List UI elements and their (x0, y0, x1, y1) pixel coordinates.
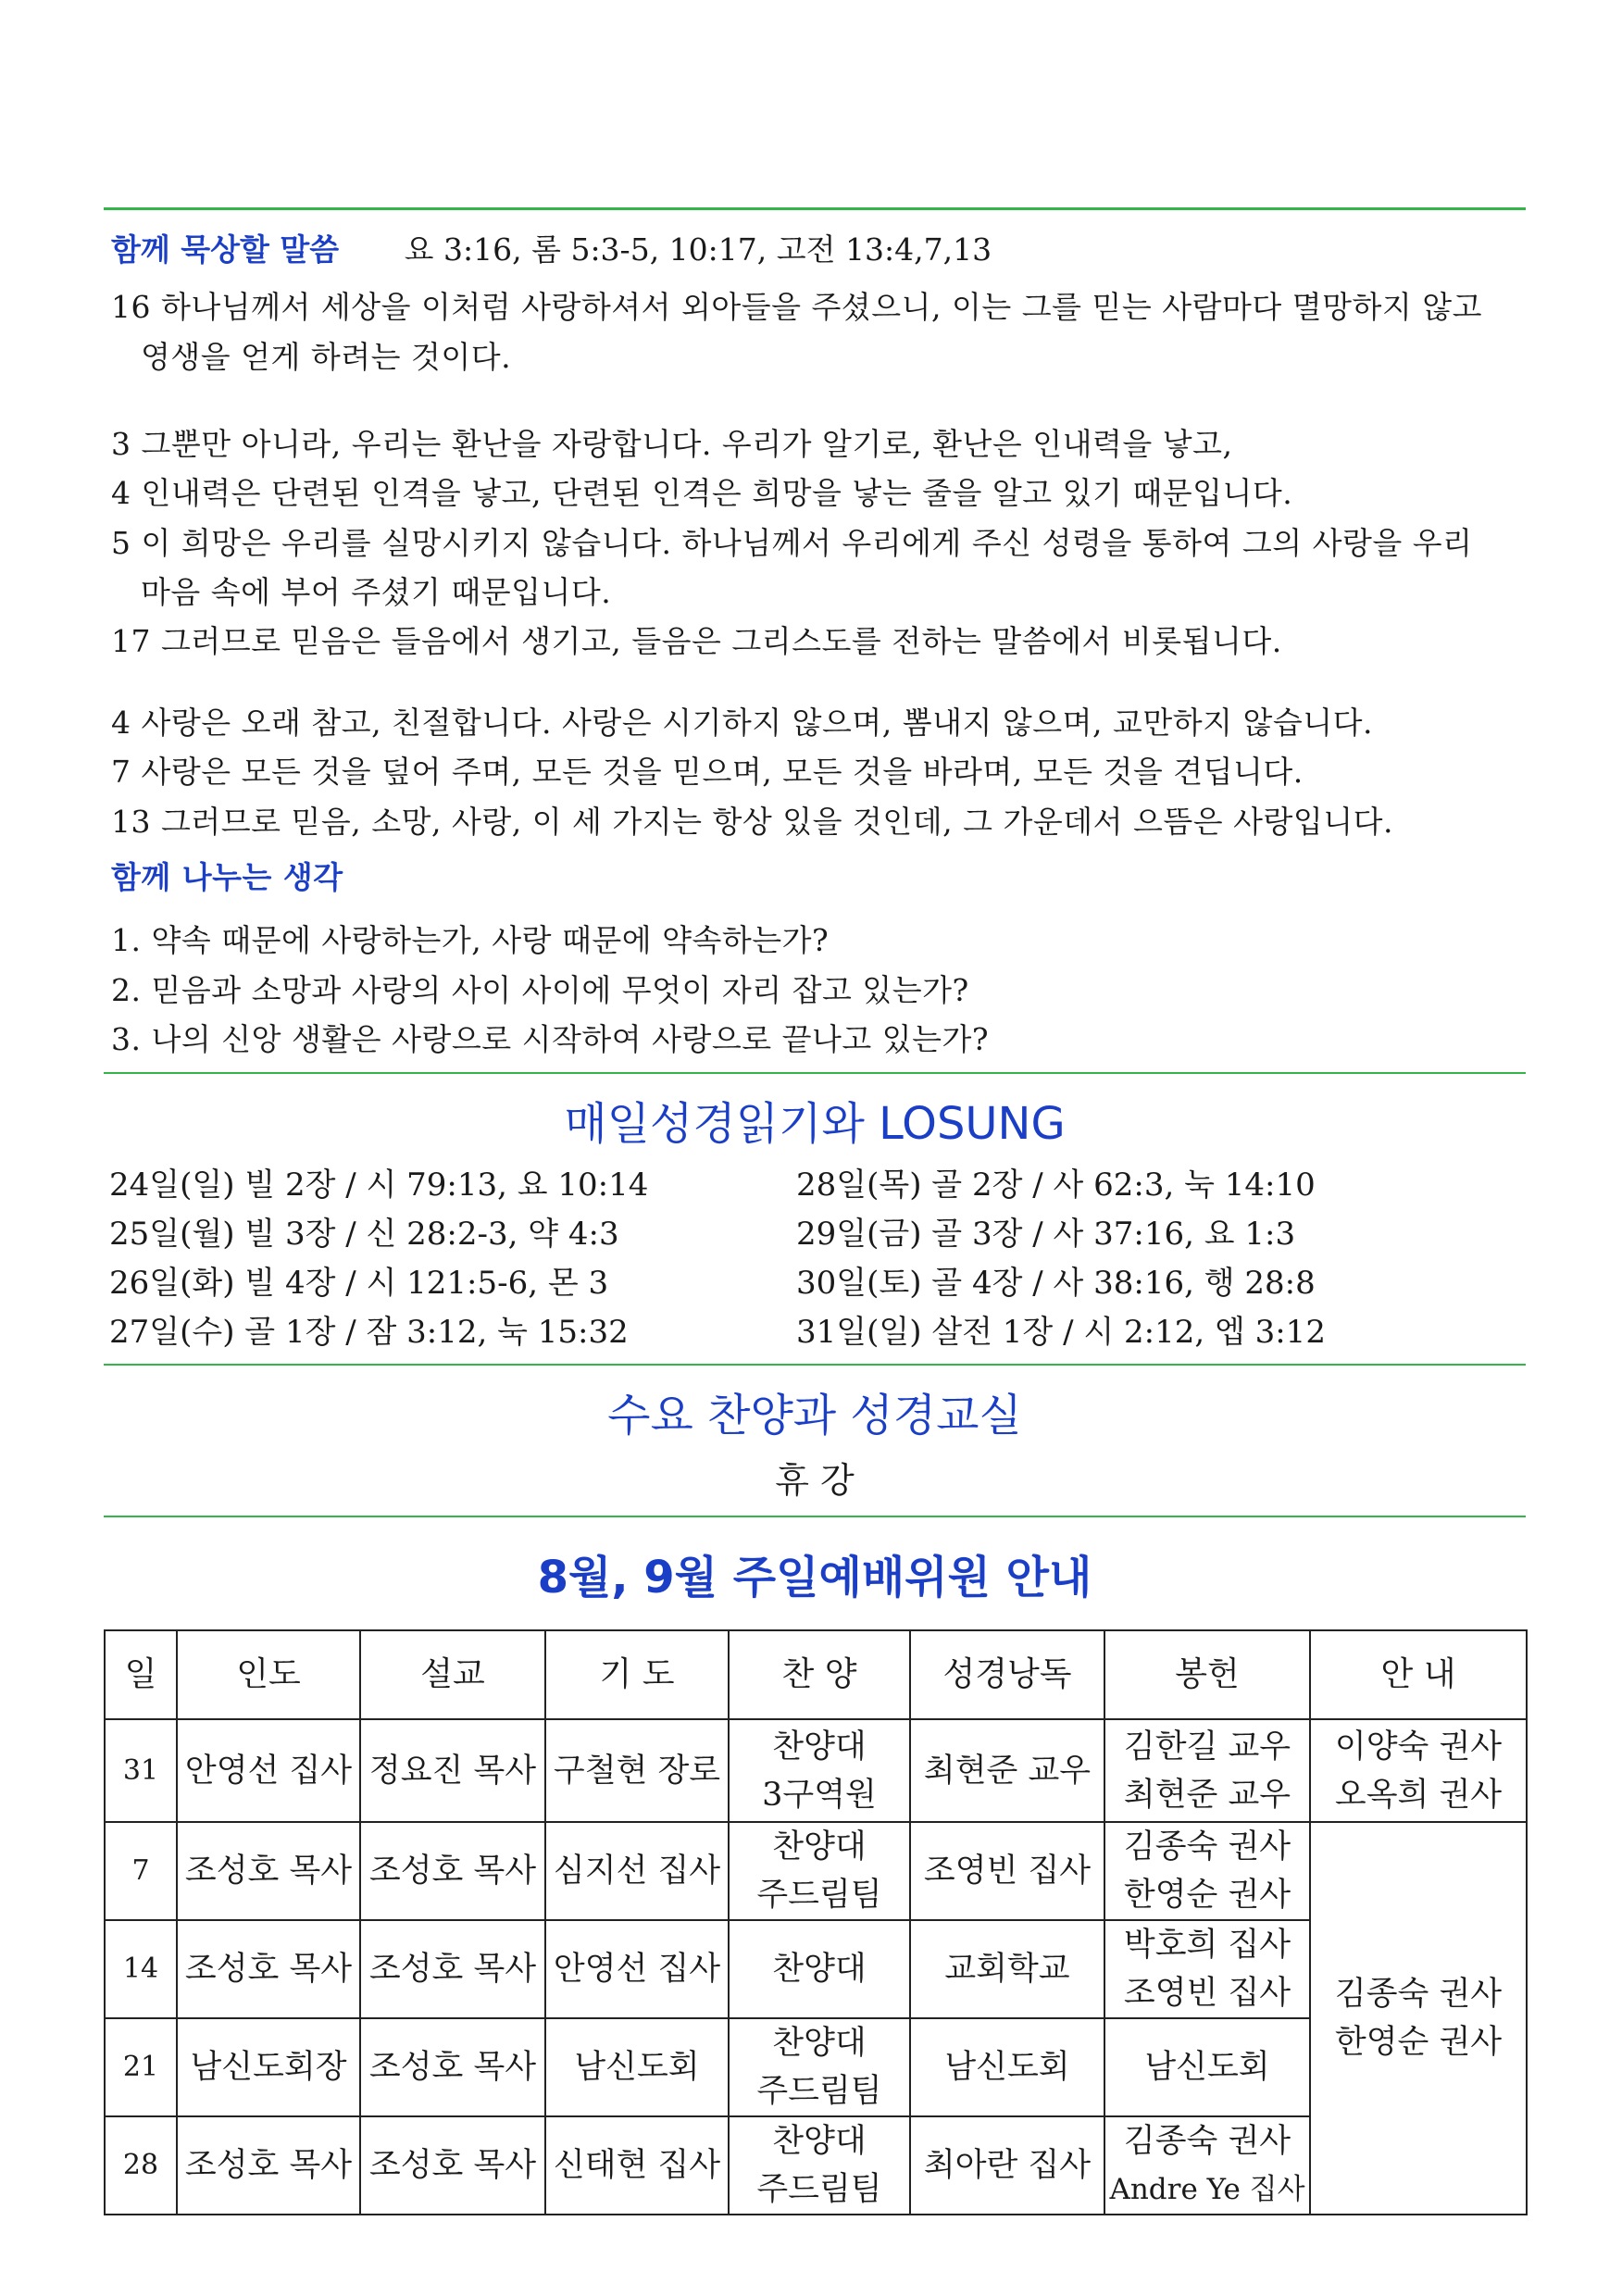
wednesday-status: 휴 강 (775, 1460, 855, 1501)
reading-item: 24일(일) 빌 2장 / 시 79:13, 요 10:14 (109, 1167, 649, 1204)
usher-line: 김종숙 권사 (1334, 1976, 1503, 2013)
reading-item: 27일(수) 골 1장 / 잠 3:12, 눅 15:32 (109, 1314, 629, 1351)
sermon-cell: 조성호 목사 (360, 2018, 545, 2116)
thought-item: 2. 믿음과 소망과 사랑의 사이 사이에 무엇이 자리 잡고 있는가? (111, 972, 969, 1008)
prayer-cell: 남신도회 (545, 2018, 729, 2116)
reading-cell: 조영빈 집사 (910, 1822, 1104, 1920)
praise-line: 찬양대 (772, 2123, 867, 2160)
divider (104, 1364, 1526, 1366)
reading-item: 25일(월) 빌 3장 / 신 28:2-3, 약 4:3 (109, 1216, 619, 1253)
day-cell: 14 (105, 1920, 177, 2018)
header-cell: 일 (105, 1630, 177, 1719)
reading-item: 28일(목) 골 2장 / 사 62:3, 눅 14:10 (796, 1167, 1316, 1204)
header-cell: 설교 (360, 1630, 545, 1719)
header-cell: 성경낭독 (910, 1630, 1104, 1719)
usher-line: 이양숙 권사 (1334, 1728, 1503, 1766)
day-cell: 31 (105, 1719, 177, 1822)
offering-line: 최현준 교우 (1123, 1776, 1291, 1814)
offering-line: 한영순 권사 (1123, 1877, 1291, 1914)
verse-line: 3 그뿐만 아니라, 우리는 환난을 자랑합니다. 우리가 알기로, 환난은 인내력을 낳고, (111, 426, 1233, 462)
praise-cell (729, 1822, 910, 1920)
reading-cell: 최아란 집사 (910, 2116, 1104, 2215)
reading-item: 31일(일) 살전 1장 / 시 2:12, 엡 3:12 (796, 1314, 1326, 1351)
table-row (105, 1719, 1527, 1822)
lead-cell: 남신도회장 (177, 2018, 360, 2116)
header-cell: 인도 (177, 1630, 360, 1719)
verse-line: 4 사랑은 오래 참고, 친절합니다. 사랑은 시기하지 않으며, 뽐내지 않으며, 교만하지 않습니다. (111, 705, 1373, 741)
praise-line: 찬양대 (772, 1951, 867, 1988)
offering-line: 김종숙 권사 (1123, 1828, 1291, 1866)
offering-line: 김종숙 권사 (1123, 2123, 1291, 2160)
offering-cell (1104, 1719, 1310, 1822)
offering-cell (1104, 2116, 1310, 2215)
table-header-row (105, 1630, 1527, 1719)
header-cell: 안 내 (1310, 1630, 1527, 1719)
offering-line: 남신도회 (1144, 2049, 1270, 2086)
reading-item: 30일(토) 골 4장 / 사 38:16, 행 28:8 (796, 1265, 1316, 1302)
lead-cell: 안영선 집사 (177, 1719, 360, 1822)
daily-title: 매일성경읽기와 LOSUNG (564, 1098, 1066, 1150)
meditation-heading (111, 226, 992, 269)
usher-line: 한영순 권사 (1334, 2024, 1503, 2061)
sermon-cell: 조성호 목사 (360, 1822, 545, 1920)
verse-line: 영생을 얻게 하려는 것이다. (141, 339, 512, 375)
wednesday-title: 수요 찬양과 성경교실 (607, 1390, 1022, 1441)
lead-cell: 조성호 목사 (177, 2116, 360, 2215)
verse-line: 16 하나님께서 세상을 이처럼 사랑하셔서 외아들을 주셨으니, 이는 그를 믿는 사람마다 멸망하지 않고 (111, 289, 1482, 325)
praise-line: 주드림팀 (756, 1877, 882, 1914)
meditation-refs: 요 3:16, 롬 5:3-5, 10:17, 고전 13:4,7,13 (404, 231, 992, 268)
service-table (104, 1629, 1528, 2215)
reading-cell: 남신도회 (910, 2018, 1104, 2116)
reading-item: 26일(화) 빌 4장 / 시 121:5-6, 몬 3 (109, 1265, 609, 1302)
meditation-title: 함께 묵상할 말씀 (111, 231, 340, 268)
praise-line: 주드림팀 (756, 2171, 882, 2208)
day-cell: 28 (105, 2116, 177, 2215)
day-cell: 7 (105, 1822, 177, 1920)
divider (104, 1072, 1526, 1074)
praise-line: 3구역원 (762, 1776, 877, 1814)
service-title: 8월, 9월 주일예배위원 안내 (537, 1552, 1092, 1603)
reading-cell: 최현준 교우 (910, 1719, 1104, 1822)
header-cell: 기 도 (545, 1630, 729, 1719)
prayer-cell: 안영선 집사 (545, 1920, 729, 2018)
praise-line: 주드림팀 (756, 2073, 882, 2110)
praise-line: 찬양대 (772, 2025, 867, 2062)
praise-cell (729, 1719, 910, 1822)
verse-line: 4 인내력은 단련된 인격을 낳고, 단련된 인격은 희망을 낳는 줄을 알고 있기 때문입니다. (111, 475, 1293, 511)
usher-cell (1310, 1719, 1527, 1822)
sermon-cell: 정요진 목사 (360, 1719, 545, 1822)
praise-cell (729, 2018, 910, 2116)
verse-line: 7 사랑은 모든 것을 덮어 주며, 모든 것을 믿으며, 모든 것을 바라며, 모든 것을 견딥니다. (111, 754, 1304, 790)
day-cell: 21 (105, 2018, 177, 2116)
usher-line: 오옥희 권사 (1334, 1776, 1503, 1814)
usher-merged-cell (1310, 1822, 1527, 2215)
praise-cell (729, 2116, 910, 2215)
offering-line: 박호희 집사 (1123, 1927, 1291, 1964)
praise-line: 찬양대 (772, 1728, 867, 1766)
thoughts-heading: 함께 나누는 생각 (111, 859, 343, 895)
offering-line: Andre Ye 집사 (1109, 2173, 1305, 2206)
verse-line: 13 그러므로 믿음, 소망, 사랑, 이 세 가지는 항상 있을 것인데, 그 가운데서 으뜸은 사랑입니다. (111, 804, 1394, 840)
offering-cell (1104, 1822, 1310, 1920)
thought-item: 1. 약속 때문에 사랑하는가, 사랑 때문에 약속하는가? (111, 922, 830, 958)
sermon-cell: 조성호 목사 (360, 1920, 545, 2018)
prayer-cell: 심지선 집사 (545, 1822, 729, 1920)
reading-item: 29일(금) 골 3장 / 사 37:16, 요 1:3 (796, 1216, 1296, 1253)
lead-cell: 조성호 목사 (177, 1822, 360, 1920)
lead-cell: 조성호 목사 (177, 1920, 360, 2018)
header-cell: 찬 양 (729, 1630, 910, 1719)
verse-line: 17 그러므로 믿음은 들음에서 생기고, 들음은 그리스도를 전하는 말씀에서 비롯됩니다. (111, 623, 1282, 659)
table-row (105, 1822, 1527, 1920)
divider-top (104, 207, 1526, 210)
praise-line: 찬양대 (772, 1828, 867, 1866)
verse-line: 마음 속에 부어 주셨기 때문입니다. (141, 574, 612, 610)
offering-cell (1104, 1920, 1310, 2018)
praise-cell (729, 1920, 910, 2018)
offering-line: 조영빈 집사 (1123, 1975, 1291, 2012)
reading-cell: 교회학교 (910, 1920, 1104, 2018)
divider (104, 1516, 1526, 1517)
offering-line: 김한길 교우 (1123, 1728, 1291, 1766)
prayer-cell: 신태현 집사 (545, 2116, 729, 2215)
verse-line: 5 이 희망은 우리를 실망시키지 않습니다. 하나님께서 우리에게 주신 성령을 통하여 그의 사랑을 우리 (111, 525, 1473, 561)
sermon-cell: 조성호 목사 (360, 2116, 545, 2215)
header-cell: 봉헌 (1104, 1630, 1310, 1719)
offering-cell (1104, 2018, 1310, 2116)
thought-item: 3. 나의 신앙 생활은 사랑으로 시작하여 사랑으로 끝나고 있는가? (111, 1021, 990, 1057)
prayer-cell: 구철현 장로 (545, 1719, 729, 1822)
